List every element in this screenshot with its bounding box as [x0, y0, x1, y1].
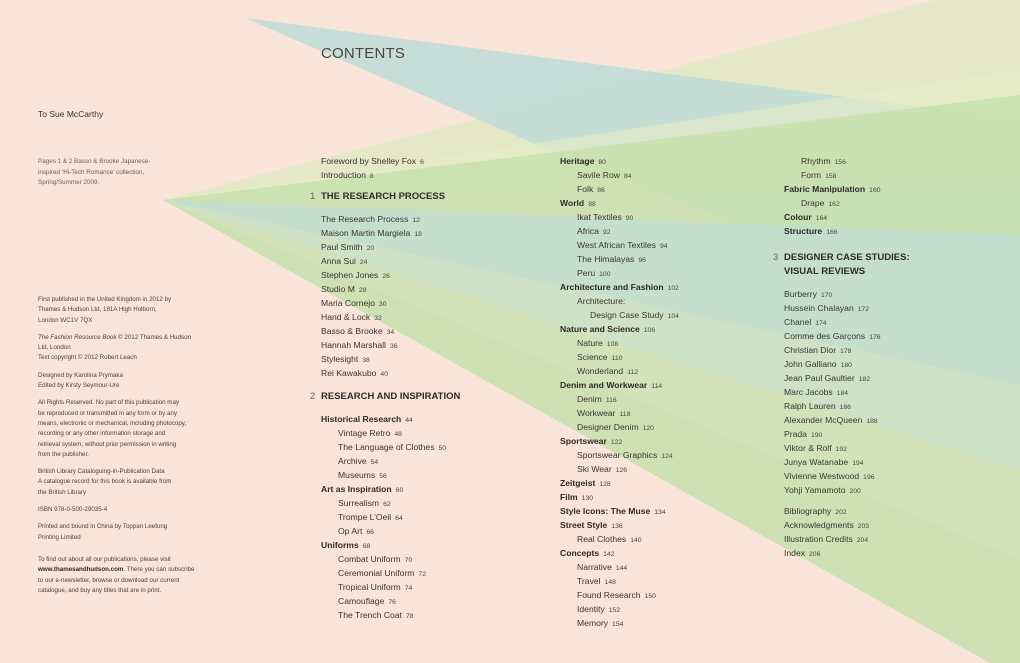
toc-entry: Style Icons: The Muse 134 — [560, 506, 666, 516]
toc-entry: The Trench Coat 78 — [338, 610, 414, 620]
toc-entry: Surrealism 62 — [338, 498, 391, 508]
toc-entry: Foreword by Shelley Fox 6 — [321, 156, 424, 166]
toc-entry: Heritage 80 — [560, 156, 606, 166]
toc-entry: Architecture and Fashion 102 — [560, 282, 679, 292]
section-heading: 2 RESEARCH AND INSPIRATION — [310, 391, 461, 402]
toc-entry: Colour 164 — [784, 212, 828, 222]
toc-entry: Hussein Chalayan 172 — [784, 303, 870, 313]
toc-entry: Paul Smith 20 — [321, 242, 375, 252]
toc-entry: Hannah Marshall 36 — [321, 340, 398, 350]
toc-entry: Trompe L’Oeil 64 — [338, 512, 403, 522]
dedication: To Sue McCarthy — [38, 109, 104, 119]
rights-notice: All Rights Reserved. No part of this publication may be reproduced or transmitted in any form or by any means, electronic or mechanical, including photocopy, recording or any other information storage and retrieval system, without prior permission in writing from the publisher. — [38, 399, 187, 458]
toc-entry: West African Textiles 94 — [577, 240, 668, 250]
toc-entry: Memory 154 — [577, 618, 624, 628]
toc-entry: The Himalayas 96 — [577, 254, 646, 264]
toc-entry: The Research Process 12 — [321, 214, 420, 224]
toc-entry: Found Research 150 — [577, 590, 656, 600]
toc-entry: Denim 116 — [577, 394, 617, 404]
toc-entry: Maria Cornejo 30 — [321, 298, 387, 308]
toc-entry: Viktor & Rolf 192 — [784, 443, 847, 453]
toc-entry: Architecture: — [577, 296, 626, 306]
contents-column-1 — [310, 154, 461, 622]
toc-entry: Historical Research 44 — [321, 414, 413, 424]
toc-entry: Nature 108 — [577, 338, 619, 348]
cataloguing-data: British Library Cataloguing-in-Publication Data A catalogue record for this book is available from the British Library — [38, 468, 172, 496]
toc-entry: Studio M 28 — [321, 284, 367, 294]
toc-entry: Basso & Brooke 34 — [321, 326, 395, 336]
toc-entry: Vintage Retro 48 — [338, 428, 402, 438]
toc-entry: Structure 166 — [784, 226, 838, 236]
toc-entry: Rhythm 156 — [801, 156, 846, 166]
toc-entry: Workwear 118 — [577, 408, 631, 418]
toc-entry: Narrative 144 — [577, 562, 628, 572]
toc-entry: Uniforms 68 — [321, 540, 371, 550]
toc-entry: Fabric Manipulation 160 — [784, 184, 881, 194]
toc-entry: Christian Dior 178 — [784, 345, 852, 355]
toc-entry: Travel 148 — [577, 576, 616, 586]
website-note: To find out about all our publications, please visit www.thamesandhudson.com. There you can subscribe to our e-newsletter, browse or download our current catalogue, and buy any titles that are in print. — [38, 555, 195, 594]
published-note: First published in the United Kingdom in 2012 by Thames & Hudson Ltd, 181A High Holborn, London WC1V 7QX — [38, 296, 172, 324]
toc-entry: Film 130 — [560, 492, 594, 502]
toc-entry: Chanel 174 — [784, 317, 827, 327]
toc-entry: Archive 54 — [338, 456, 379, 466]
toc-entry: Ikat Textiles 90 — [577, 212, 634, 222]
toc-entry: Prada 190 — [784, 429, 823, 439]
toc-entry: Folk 86 — [577, 184, 605, 194]
website-link[interactable]: www.thamesandhudson.com — [38, 566, 124, 574]
toc-entry: Identity 152 — [577, 604, 621, 614]
toc-entry: Drape 162 — [801, 198, 840, 208]
toc-entry: Introduction 8 — [321, 170, 374, 180]
toc-entry: Design Case Study 104 — [590, 310, 679, 320]
toc-entry: Sportswear 122 — [560, 436, 623, 446]
toc-entry: Wonderland 112 — [577, 366, 639, 376]
toc-entry: Acknowledgments 203 — [784, 520, 870, 530]
toc-entry: Nature and Science 106 — [560, 324, 656, 334]
toc-entry: Illustration Credits 204 — [784, 534, 869, 544]
toc-entry: Ceremonial Uniform 72 — [338, 568, 426, 578]
toc-entry: Junya Watanabe 194 — [784, 457, 864, 467]
toc-entry: Art as Inspiration 60 — [321, 484, 404, 494]
toc-entry: World 88 — [560, 198, 596, 208]
toc-entry: Africa 92 — [577, 226, 611, 236]
toc-entry: Science 110 — [577, 352, 623, 362]
toc-entry: Op Art 66 — [338, 526, 374, 536]
toc-entry: Ski Wear 126 — [577, 464, 628, 474]
toc-entry: Maison Martin Margiela 18 — [321, 228, 422, 238]
toc-entry: Peru 100 — [577, 268, 611, 278]
toc-entry: Yohji Yamamoto 200 — [784, 485, 861, 495]
toc-entry: Street Style 136 — [560, 520, 623, 530]
imprint-block — [38, 295, 210, 603]
design-credits: Designed by Karolina Prymaka Edited by Kirsty Seymour-Ure — [38, 371, 123, 390]
toc-entry: Combat Uniform 70 — [338, 554, 413, 564]
toc-entry: Savile Row 84 — [577, 170, 632, 180]
toc-entry: Stephen Jones 26 — [321, 270, 390, 280]
toc-entry: Hand & Lock 32 — [321, 312, 382, 322]
section-heading: 1 THE RESEARCH PROCESS — [310, 191, 446, 202]
toc-entry: Bibliography 202 — [784, 506, 847, 516]
contents-column-2 — [560, 154, 679, 630]
printer-note: Printed and bound in China by Toppan Leefung Printing Limited — [38, 523, 168, 541]
toc-entry: Burberry 170 — [784, 289, 833, 299]
toc-entry: Stylesight 38 — [321, 354, 370, 364]
toc-entry: Vivienne Westwood 196 — [784, 471, 875, 481]
toc-entry: Index 206 — [784, 548, 821, 558]
toc-entry: Comme des Garçons 176 — [784, 331, 881, 341]
toc-entry: Museums 56 — [338, 470, 387, 480]
copyright-note: The Fashion Resource Book © 2012 Thames & Hudson Ltd, London Text copyright © 2012 Robert Leach — [38, 333, 192, 362]
toc-entry: Sportswear Graphics 124 — [577, 450, 673, 460]
contents-column-3 — [773, 154, 910, 560]
toc-entry: Ralph Lauren 186 — [784, 401, 851, 411]
isbn: ISBN 978-0-500-29035-4 — [38, 506, 108, 514]
toc-entry: Designer Denim 120 — [577, 422, 654, 432]
toc-entry: Real Clothes 140 — [577, 534, 642, 544]
toc-entry: Zeitgeist 128 — [560, 478, 611, 488]
toc-entry: Rei Kawakubo 40 — [321, 368, 388, 378]
toc-entry: Jean Paul Gaultier 182 — [784, 373, 871, 383]
toc-entry: Tropical Uniform 74 — [338, 582, 413, 592]
toc-entry: The Language of Clothes 50 — [338, 442, 447, 452]
toc-entry: Marc Jacobs 184 — [784, 387, 849, 397]
contents-title: CONTENTS — [321, 45, 406, 62]
toc-entry: John Galliano 180 — [784, 359, 852, 369]
toc-entry: Alexander McQueen 188 — [784, 415, 878, 425]
toc-entry: Denim and Workwear 114 — [560, 380, 663, 390]
section-heading: 3 DESIGNER CASE STUDIES: VISUAL REVIEWS — [773, 252, 910, 277]
image-credit: Pages 1 & 2 Basso & Brooke Japanese- inspired ‘Hi-Tech Romance’ collection, Spring/Summer 2009. — [38, 158, 151, 186]
toc-entry: Concepts 142 — [560, 548, 615, 558]
toc-entry: Anna Sui 24 — [321, 256, 368, 266]
toc-entry: Form 158 — [801, 170, 837, 180]
toc-entry: Camouflage 76 — [338, 596, 396, 606]
